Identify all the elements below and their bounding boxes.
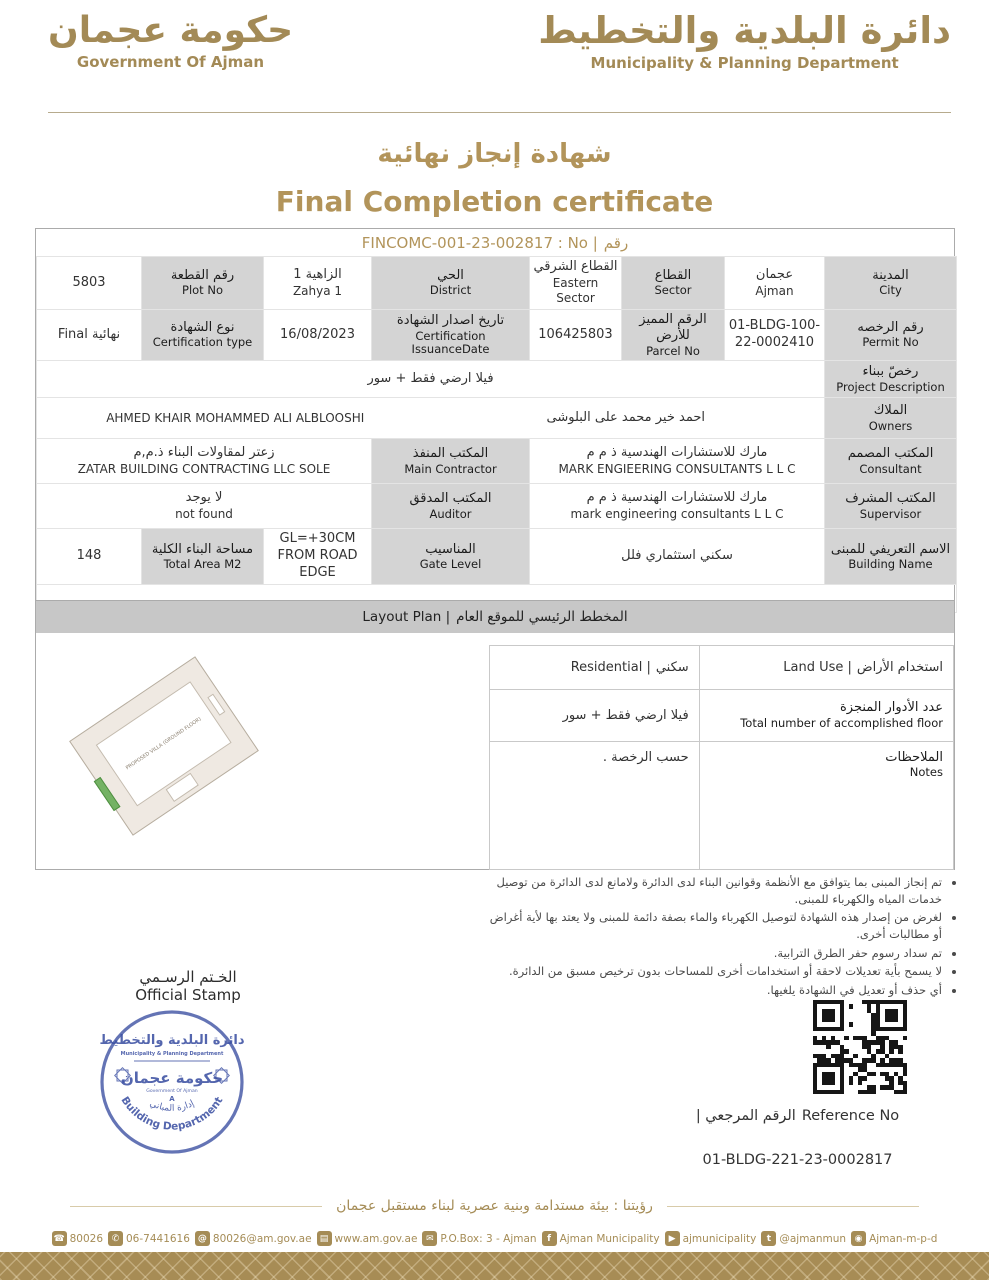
building-name-value: سكني استثماري فلل <box>530 529 825 585</box>
condition-item: • تم سداد رسوم حفر الطرق الترابية. <box>488 945 942 962</box>
vision-statement: رؤيتنا : بيئة مستدامة وبنية عصرية لبناء مستقبل عجمان <box>336 1198 653 1214</box>
instagram-icon: ◉ <box>851 1231 866 1246</box>
vision-divider-left <box>70 1206 322 1207</box>
sector-label: القطاع Sector <box>622 257 725 310</box>
city-value: عجمان Ajman <box>725 257 825 310</box>
certificate-info-table <box>36 256 957 613</box>
official-stamp-caption: الخـتم الرسـمي Official Stamp <box>135 968 241 1004</box>
email-contact: @ 80026@am.gov.ae <box>195 1231 312 1246</box>
owner-name-english: AHMED KHAIR MOHAMMED ALI ALBLOOSHI <box>106 410 365 425</box>
twitter-contact: t @ajmanmun <box>761 1231 846 1246</box>
project-description-value: فيلا ارضي فقط + سور <box>37 361 825 398</box>
municipality-planning-logo <box>538 9 951 72</box>
site-plan-entrance-marker <box>94 777 121 811</box>
stamp-department-english: Municipality & Planning Department <box>120 1051 224 1057</box>
issuance-date-value: 16/08/2023 <box>264 310 372 361</box>
layout-plan-header-english: Layout Plan | <box>362 609 451 625</box>
site-plan-villa-footprint: PROPOSED VILLA (GROUND FLOOR) <box>96 681 232 806</box>
total-area-value: 148 <box>37 529 142 585</box>
building-name-label: الاسم التعريفي للمبنى Building Name <box>825 529 957 585</box>
consultant-value: مارك للاستشارات الهندسية ذ م م MARK ENGIEERING CONSULTANTS L L C <box>530 439 825 484</box>
land-use-value: Residential | سكني <box>490 646 700 690</box>
reference-no-label <box>640 1108 955 1124</box>
stamp-building-dept-arabic: إدارة المباني <box>148 1098 196 1114</box>
fax-contact: ✆ 06-7441616 <box>108 1231 190 1246</box>
government-logo-calligraphy: حكومة عجمان <box>48 10 294 51</box>
government-logo-caption: Government Of Ajman <box>76 52 265 71</box>
issuance-date-label: تاريخ اصدار الشهادة Certification IssuanceDate <box>372 310 530 361</box>
accomplished-floors-label: عدد الأدوار المنجزة Total number of accomplished floor <box>699 690 953 742</box>
auditor-label: المكتب المدقق Auditor <box>372 484 530 529</box>
mailbox-icon: ✉ <box>422 1231 437 1246</box>
layout-plan-header-arabic: المخطط الرئيسي للموقع العام <box>456 609 628 625</box>
certificate-number-arabic: رقم <box>603 233 629 252</box>
owners-label: الملاك Owners <box>825 398 957 439</box>
notes-label: الملاحظات Notes <box>699 742 953 870</box>
youtube-icon: ▶ <box>665 1231 680 1246</box>
stamp-government-english: Government Of Ajman <box>146 1089 198 1094</box>
gate-level-value: GL=+30CM FROM ROAD EDGE <box>264 529 372 585</box>
district-value: الزاهية 1 Zahya 1 <box>264 257 372 310</box>
reference-no-label-english: Reference No <box>801 1108 900 1124</box>
qr-code <box>813 1000 907 1094</box>
vision-divider-right <box>667 1206 919 1207</box>
consultant-label: المكتب المصمم Consultant <box>825 439 957 484</box>
site-plan-plot-boundary <box>69 656 259 836</box>
department-logo-calligraphy: دائرة البلدية والتخطيط <box>538 9 951 52</box>
layout-plan-header <box>36 601 954 633</box>
site-plan <box>52 645 284 857</box>
condition-item: • لغرض من إصدار هذه الشهادة لتوصيل الكهرباء والماء بصفة دائمة للمبنى ولا يعتد بها لأية أغراض أو مطالبات أخرى. <box>488 909 942 942</box>
certificate-number-english: FINCOMC-001-23-002817 : No | <box>361 233 598 252</box>
supervisor-label: المكتب المشرف Supervisor <box>825 484 957 529</box>
stamp-department-arabic: دائرة البلدية والتخطيط <box>99 1033 245 1048</box>
reference-no-value: 01-BLDG-221-23-0002817 <box>702 1152 893 1168</box>
stamp-building-dept-english: Building Department <box>118 1094 226 1133</box>
government-of-ajman-logo <box>48 12 293 71</box>
certificate-number-line <box>36 229 954 256</box>
plot-no-value: 5803 <box>37 257 142 310</box>
permit-no-label: رقم الرخصه Permit No <box>825 310 957 361</box>
stamp-letter: A <box>169 1095 175 1103</box>
stamp-government-arabic: حكومة عجمان <box>120 1069 224 1087</box>
land-use-label: Land Use | استخدام الأراض <box>699 646 953 690</box>
permit-no-value: 01-BLDG-100-22-0002410 <box>725 310 825 361</box>
email-icon: @ <box>195 1231 210 1246</box>
condition-item: • لا يسمح بأية تعديلات لاحقة أو استخدامات أخرى للمساحات بدون ترخيص مسبق من الدائرة. <box>488 963 942 980</box>
layout-details-table <box>489 645 954 870</box>
city-label: المدينة City <box>825 257 957 310</box>
youtube-contact: ▶ ajmunicipality <box>665 1231 757 1246</box>
district-label: الحي District <box>372 257 530 310</box>
reference-no-label-arabic: الرقم المرجعي | <box>695 1108 796 1124</box>
main-contractor-label: المكتب المنفذ Main Contractor <box>372 439 530 484</box>
official-stamp-seal <box>96 1006 248 1158</box>
conditions-list <box>488 874 958 1001</box>
phone-icon: ☎ <box>52 1231 67 1246</box>
fax-icon: ✆ <box>108 1231 123 1246</box>
accomplished-floors-value: فيلا ارضي فقط + سور <box>490 690 700 742</box>
certification-type-value: نهائية Final <box>37 310 142 361</box>
condition-item: • أي حذف أو تعديل في الشهادة يلغيها. <box>488 982 942 999</box>
contact-bar <box>0 1231 989 1246</box>
department-logo-caption: Municipality & Planning Department <box>590 53 899 72</box>
certification-type-label: نوع الشهادة Certification type <box>142 310 264 361</box>
layout-plan-section <box>35 600 955 870</box>
website-contact: ▤ www.am.gov.ae <box>317 1231 418 1246</box>
parcel-no-label: الرقم المميز للأرض Parcel No <box>622 310 725 361</box>
notes-value: حسب الرخصة . <box>490 742 700 870</box>
main-contractor-value: زعتر لمقاولات البناء ذ.م,م ZATAR BUILDING CONTRACTING LLC SOLE <box>37 439 372 484</box>
facebook-icon: f <box>542 1231 557 1246</box>
instagram-contact: ◉ Ajman-m-p-d <box>851 1231 937 1246</box>
header-divider <box>48 112 951 113</box>
auditor-value: لا يوجد not found <box>37 484 372 529</box>
parcel-no-value: 106425803 <box>530 310 622 361</box>
plot-no-label: رقم القطعة Plot No <box>142 257 264 310</box>
owners-value <box>37 398 825 439</box>
certificate-info-box <box>35 228 955 614</box>
website-icon: ▤ <box>317 1231 332 1246</box>
total-area-label: مساحة البناء الكلية Total Area M2 <box>142 529 264 585</box>
certificate-title-english: Final Completion certificate <box>275 185 714 218</box>
decorative-pattern-band <box>0 1252 989 1280</box>
facebook-contact: f Ajman Municipality <box>542 1231 660 1246</box>
header <box>48 9 951 72</box>
phone-contact: ☎ 80026 <box>53 1232 103 1245</box>
gate-level-label: المناسيب Gate Level <box>372 529 530 585</box>
sector-value: القطاع الشرقي Eastern Sector <box>530 257 622 310</box>
vision-statement-row <box>70 1198 919 1214</box>
condition-item: • تم إنجاز المبنى بما يتوافق مع الأنظمة وقوانين البناء لدى الدائرة ولامانع لدى الدائرة من توصيل خدمات المياه والكهرباء للمبنى. <box>488 874 942 907</box>
project-description-label: رخصّ ببناء Project Description <box>825 361 957 398</box>
twitter-icon: t <box>761 1231 776 1246</box>
pobox-contact: ✉ P.O.Box: 3 - Ajman <box>422 1231 536 1246</box>
supervisor-value: مارك للاستشارات الهندسية ذ م م mark engineering consultants L L C <box>530 484 825 529</box>
owner-name-arabic: احمد خير محمد على البلوشى <box>546 409 705 425</box>
certificate-title-arabic: شهادة إنجاز نهائية <box>377 139 612 169</box>
